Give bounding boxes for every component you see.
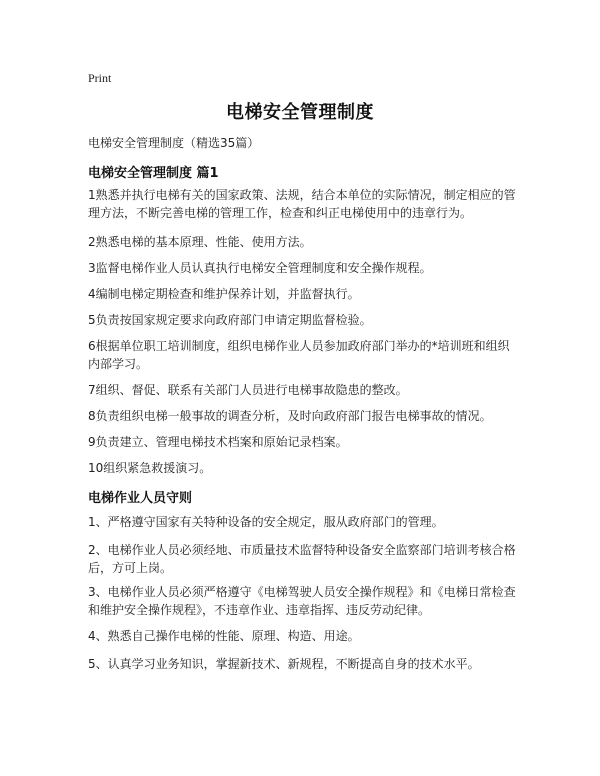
paragraph-item: 1、严格遵守国家有关特种设备的安全规定，服从政府部门的管理。 (88, 515, 444, 529)
paragraph-item: 9负责建立、管理电梯技术档案和原始记录档案。 (88, 435, 348, 449)
paragraph-item: 1熟悉并执行电梯有关的国家政策、法规，结合本单位的实际情况，制定相应的管理方法，不断完善电梯的管理工作，检查和纠正电梯使用中的违章行为。 (88, 188, 516, 220)
document-subtitle: 电梯安全管理制度（精选35篇） (88, 136, 260, 150)
paragraph-item: 5、认真学习业务知识，掌握新技术、新规程，不断提高自身的技术水平。 (88, 657, 480, 671)
paragraph-item: 8负责组织电梯一般事故的调查分析，及时向政府部门报告电梯事故的情况。 (88, 409, 492, 423)
paragraph-item: 10组织紧急救援演习。 (88, 461, 212, 475)
paragraph-item: 3监督电梯作业人员认真执行电梯安全管理制度和安全操作规程。 (88, 261, 432, 275)
section-heading-1: 电梯安全管理制度 篇1 (88, 166, 219, 181)
paragraph-item: 2熟悉电梯的基本原理、性能、使用方法。 (88, 235, 312, 249)
paragraph-item: 4、熟悉自己操作电梯的性能、原理、构造、用途。 (88, 629, 360, 643)
paragraph-item: 5负责按国家规定要求向政府部门申请定期监督检验。 (88, 313, 372, 327)
paragraph-item: 4编制电梯定期检查和维护保养计划，并监督执行。 (88, 287, 360, 301)
paragraph-item: 6根据单位职工培训制度，组织电梯作业人员参加政府部门举办的*培训班和组织内部学习。 (88, 339, 510, 371)
section-heading-2: 电梯作业人员守则 (88, 491, 193, 506)
paragraph-item: 3、电梯作业人员必须严格遵守《电梯驾驶人员安全操作规程》和《电梯日常检查和维护安全操作规程》，不违章作业、违章指挥、违反劳动纪律。 (88, 585, 516, 617)
paragraph-item: 2、电梯作业人员必须经地、市质量技术监督特种设备安全监察部门培训考核合格后，方可上岗。 (88, 543, 516, 575)
print-label: Print (88, 71, 112, 85)
page-title: 电梯安全管理制度 (226, 102, 374, 123)
paragraph-item: 7组织、督促、联系有关部门人员进行电梯事故隐患的整改。 (88, 383, 408, 397)
